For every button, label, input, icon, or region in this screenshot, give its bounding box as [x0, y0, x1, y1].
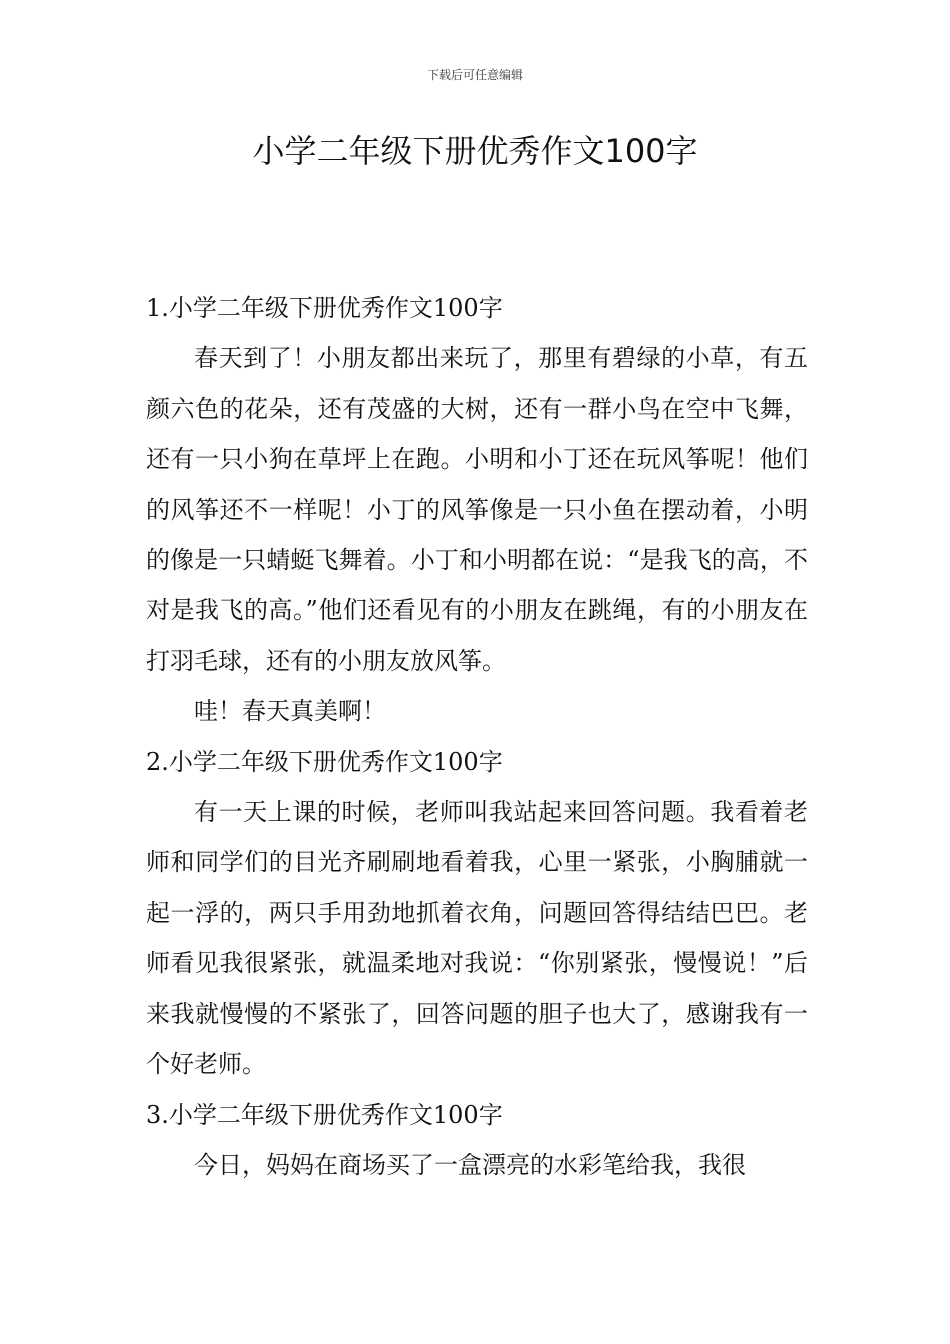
section-2-paragraph-1: 有一天上课的时候，老师叫我站起来回答问题。我看着老师和同学们的目光齐刷刷地看着我，心里一紧张，小胸脯就一起一浮的，两只手用劲地抓着衣角，问题回答得结结巴巴。老师看见我很紧张，就温柔地对我说：“你别紧张，慢慢说！”后来我就慢慢的不紧张了，回答问题的胆子也大了，感谢我有一个好老师。: [146, 798, 808, 1079]
document-body: [146, 283, 808, 1190]
section-1-paragraph-2: 哇！春天真美啊！: [194, 697, 386, 726]
header-note: 下载后可任意编辑: [426, 68, 523, 82]
document-title: 小学二年级下册优秀作文100字: [252, 132, 698, 170]
section-3-paragraph-1: 今日，妈妈在商场买了一盒漂亮的水彩笔给我，我很: [194, 1150, 746, 1179]
section-1-paragraph-1: 春天到了！小朋友都出来玩了，那里有碧绿的小草，有五颜六色的花朵，还有茂盛的大树，还有一群小鸟在空中飞舞，还有一只小狗在草坪上在跑。小明和小丁还在玩风筝呢！他们的风筝还不一样呢！小丁的风筝像是一只小鱼在摆动着，小明的像是一只蜻蜓飞舞着。小丁和小明都在说：“是我飞的高，不对是我飞的高。”他们还看见有的小朋友在跳绳，有的小朋友在打羽毛球，还有的小朋友放风筝。: [146, 344, 808, 675]
section-heading-1: 1.小学二年级下册优秀作文100字: [146, 294, 503, 322]
section-heading-2: 2.小学二年级下册优秀作文100字: [146, 747, 503, 776]
section-heading-3: 3.小学二年级下册优秀作文100字: [146, 1100, 503, 1129]
